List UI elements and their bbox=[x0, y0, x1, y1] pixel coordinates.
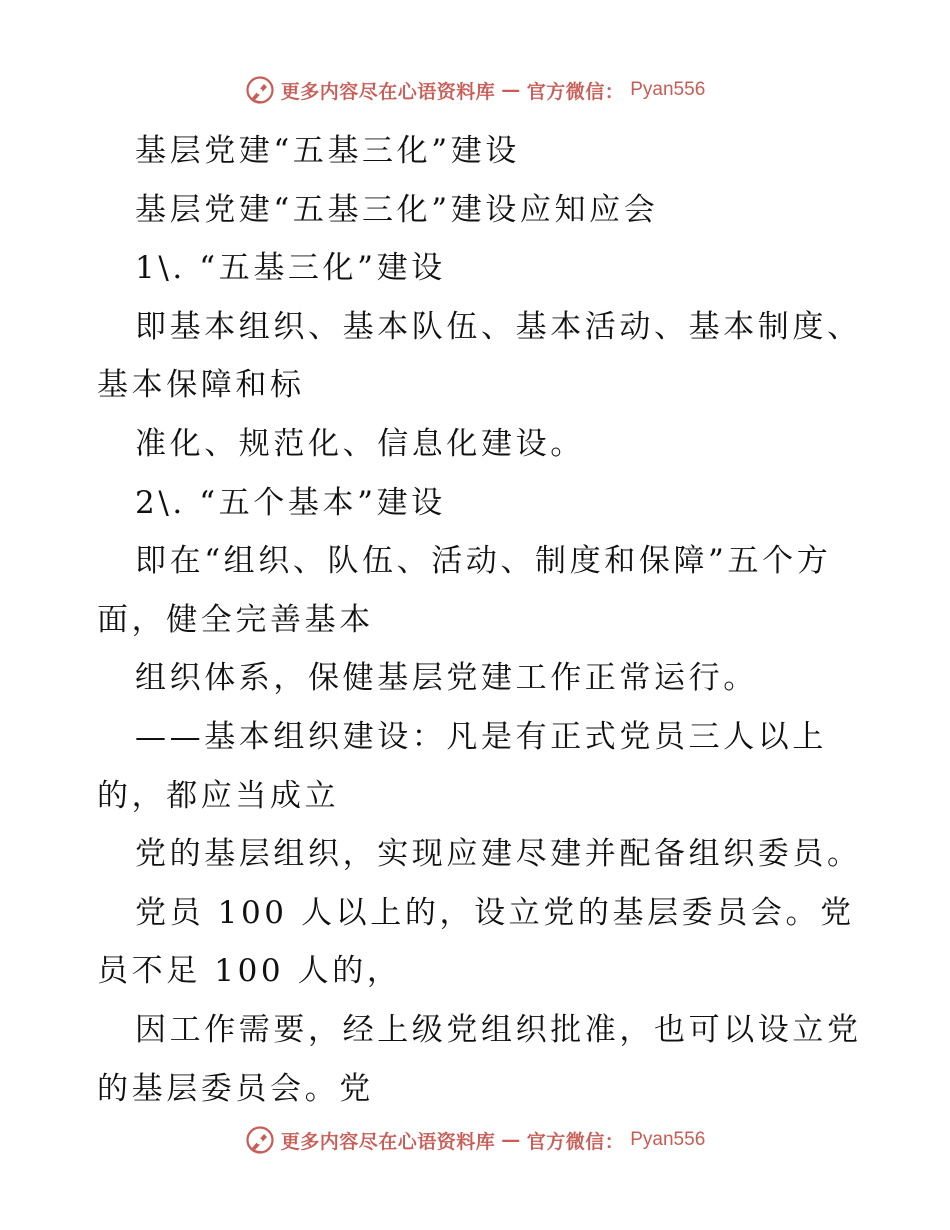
pen-logo-icon bbox=[245, 75, 275, 105]
footer-banner-title: 更多内容尽在心语资料库 bbox=[280, 1130, 496, 1153]
paragraph-line: 即基本组织、基本队伍、基本活动、基本制度、 bbox=[135, 308, 862, 345]
paragraph-line: 组织体系，保健基层党建工作正常运行。 bbox=[135, 660, 758, 697]
footer-banner bbox=[0, 1122, 950, 1158]
paragraph-line: 的，都应当成立 bbox=[97, 777, 340, 814]
document-body bbox=[97, 122, 862, 1118]
footer-banner-wechat-label: 官方微信： bbox=[526, 1130, 625, 1153]
footer-banner-wechat-id: Pyan556 bbox=[630, 1129, 706, 1150]
footer-banner-dash: — bbox=[501, 1129, 521, 1151]
pen-logo-icon bbox=[245, 1125, 275, 1155]
paragraph-line: 员不足 100 人的， bbox=[97, 953, 402, 990]
paragraph-line: 党的基层组织，实现应建尽建并配备组织委员。 bbox=[135, 836, 862, 873]
section-heading-2: 2\. “五个基本”建设 bbox=[135, 484, 446, 521]
paragraph-line: 因工作需要，经上级党组织批准，也可以设立党 bbox=[135, 1011, 862, 1048]
paragraph-line: 准化、规范化、信息化建设。 bbox=[135, 425, 585, 462]
doc-title: 基层党建“五基三化”建设 bbox=[135, 133, 520, 169]
header-banner-wechat-id: Pyan556 bbox=[630, 79, 706, 100]
header-banner bbox=[0, 72, 950, 108]
header-banner-dash: — bbox=[501, 79, 521, 101]
doc-subtitle: 基层党建“五基三化”建设应知应会 bbox=[135, 191, 659, 228]
section-heading-1: 1\. “五基三化”建设 bbox=[135, 250, 446, 287]
header-banner-wechat-label: 官方微信： bbox=[526, 80, 625, 103]
paragraph-line: 基本保障和标 bbox=[97, 367, 305, 404]
paragraph-line: 党员 100 人以上的，设立党的基层委员会。党 bbox=[135, 894, 855, 931]
paragraph-line: ——基本组织建设：凡是有正式党员三人以上 bbox=[135, 718, 827, 755]
paragraph-line: 即在“组织、队伍、活动、制度和保障”五个方 bbox=[135, 543, 832, 580]
paragraph-line: 面，健全完善基本 bbox=[97, 601, 374, 638]
paragraph-line: 的基层委员会。党 bbox=[97, 1070, 374, 1107]
header-banner-title: 更多内容尽在心语资料库 bbox=[280, 80, 496, 103]
